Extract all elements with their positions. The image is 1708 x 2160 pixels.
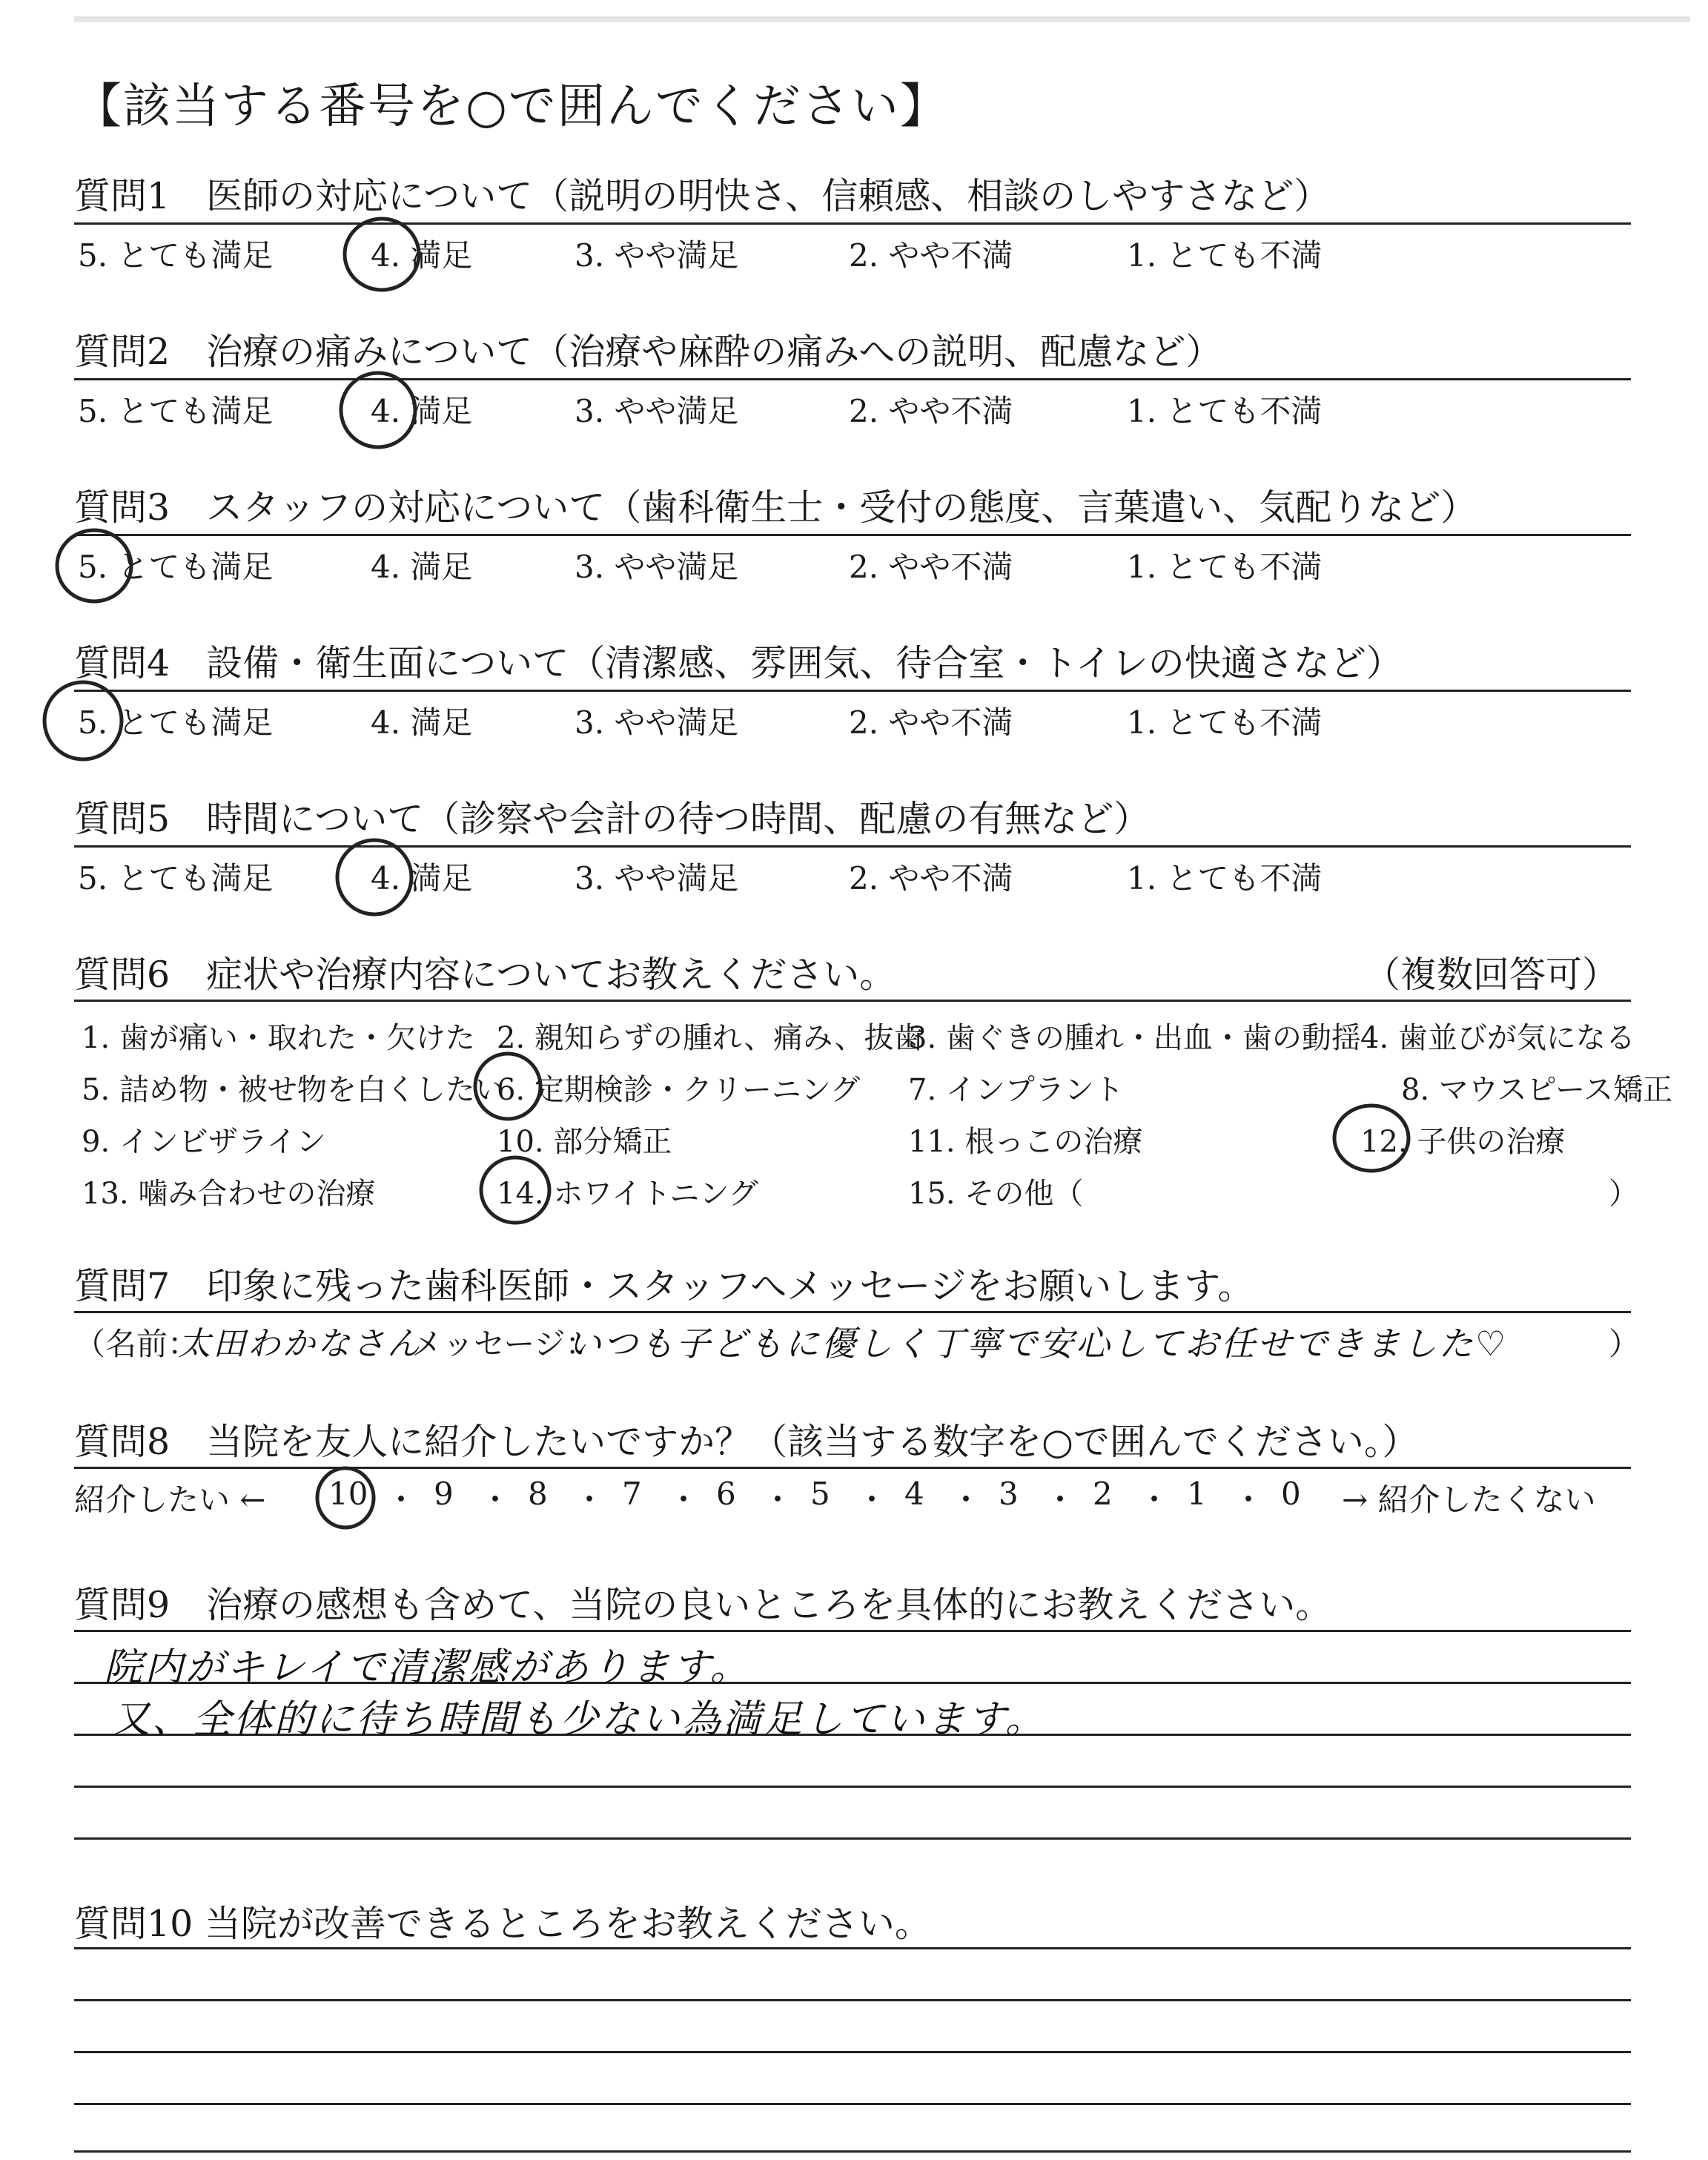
q2-option-3[interactable]: 3. やや満足 [575,393,739,429]
q4-rule [74,690,1631,692]
q9-label: 質問9 治療の感想も含めて、当院の良いところを具体的にお教えください。 [74,1584,1332,1626]
q2-option-4[interactable]: 4. 満足 [371,393,473,429]
q9-answer-line-1[interactable]: 院内がキレイで清潔感があります。 [104,1645,751,1690]
q8-scale-8[interactable]: 8 [528,1476,548,1512]
q8-right-label: → 紹介したくない [1342,1482,1596,1518]
q4-label: 質問4 設備・衛生面について（清潔感、雰囲気、待合室・トイレの快適さなど） [74,642,1403,684]
q2-option-5[interactable]: 5. とても満足 [78,393,274,429]
q8-scale-5[interactable]: 5 [810,1476,830,1512]
q6-item-1[interactable]: 1. 歯が痛い・取れた・欠けた [82,1021,475,1055]
q4-option-4[interactable]: 4. 満足 [371,704,473,741]
q1-label: 質問1 医師の対応について（説明の明快さ、信頼感、相談のしやすさなど） [74,175,1331,217]
q8-scale-4[interactable]: 4 [904,1476,924,1512]
q5-label: 質問5 時間について（診察や会計の待つ時間、配慮の有無など） [74,798,1151,840]
q3-option-4[interactable]: 4. 満足 [371,549,473,585]
q8-dot: ・ [668,1482,700,1518]
q8-scale-3[interactable]: 3 [999,1476,1019,1512]
q6-item-3[interactable]: 3. 歯ぐきの腫れ・出血・歯の動揺 [908,1021,1361,1055]
q8-dot: ・ [574,1482,606,1518]
q10-rule-3 [74,2051,1631,2053]
q8-label: 質問8 当院を友人に紹介したいですか？（該当する数字を○で囲んでください。） [74,1421,1419,1463]
q6-item-4[interactable]: 4. 歯並びが気になる [1360,1021,1635,1055]
q8-dot: ・ [1139,1482,1171,1518]
q10-rule-4 [74,2103,1631,2105]
q1-option-3[interactable]: 3. やや満足 [575,237,739,274]
q5-option-2[interactable]: 2. やや不満 [849,860,1013,896]
q6-rule [74,1000,1631,1002]
q3-option-5[interactable]: 5. とても満足 [78,549,274,585]
q7-message-value[interactable]: いつも子どもに優しく丁寧で安心してお任せできました♡ [567,1324,1509,1364]
q6-item-12[interactable]: 12. 子供の治療 [1360,1125,1566,1159]
q7-label: 質問7 印象に残った歯科医師・スタッフへメッセージをお願いします。 [74,1265,1254,1307]
q4-option-5[interactable]: 5. とても満足 [78,704,274,741]
q7-rule [74,1311,1631,1313]
q7-close-paren: ） [1609,1326,1641,1362]
q6-item-9[interactable]: 9. インビザライン [82,1125,326,1159]
q6-note: （複数回答可） [1364,954,1619,996]
q8-rule [74,1467,1631,1469]
q4-option-2[interactable]: 2. やや不満 [849,704,1013,741]
q8-dot: ・ [1045,1482,1076,1518]
q8-dot: ・ [1233,1482,1265,1518]
q6-item-10[interactable]: 10. 部分矯正 [497,1125,672,1159]
q1-option-4[interactable]: 4. 満足 [371,237,473,274]
q9-rule-4 [74,1786,1631,1788]
q6-item-8[interactable]: 8. マウスピース矯正 [1401,1073,1673,1107]
q6-item-13[interactable]: 13. 噛み合わせの治療 [82,1177,376,1211]
q2-option-1[interactable]: 1. とても不満 [1127,393,1323,429]
q3-option-3[interactable]: 3. やや満足 [575,549,739,585]
q1-rule [74,222,1631,225]
q7-name-label: （名前： [74,1326,199,1362]
q6-item-7[interactable]: 7. インプラント [908,1073,1124,1107]
q8-dot: ・ [385,1482,417,1518]
q6-item-6[interactable]: 6. 定期検診・クリーニング [497,1073,861,1107]
q1-option-1[interactable]: 1. とても不満 [1127,237,1323,274]
q8-dot: ・ [762,1482,794,1518]
q1-option-5[interactable]: 5. とても満足 [78,237,274,274]
q8-dot: ・ [950,1482,982,1518]
q6-label: 質問6 症状や治療内容についてお教えください。 [74,954,896,996]
q8-dot: ・ [480,1482,512,1518]
q8-scale-6[interactable]: 6 [716,1476,736,1512]
q5-rule [74,845,1631,848]
q10-rule-5 [74,2150,1631,2153]
q1-option-2[interactable]: 2. やや不満 [849,237,1013,274]
q8-scale-1[interactable]: 1 [1187,1476,1207,1512]
q9-answer-line-2[interactable]: 又、全体的に待ち時間も少ない為満足しています。 [111,1697,1046,1742]
q7-name-value[interactable]: 太田わかなさん [178,1325,422,1363]
q3-label: 質問3 スタッフの対応について（歯科衛生士・受付の態度、言葉遣い、気配りなど） [74,486,1477,529]
q2-option-2[interactable]: 2. やや不満 [849,393,1013,429]
q5-option-1[interactable]: 1. とても不満 [1127,860,1323,896]
q10-label: 質問10 当院が改善できるところをお教えください。 [74,1903,931,1945]
q2-label: 質問2 治療の痛みについて（治療や麻酔の痛みへの説明、配慮など） [74,331,1222,373]
q5-option-3[interactable]: 3. やや満足 [575,860,739,896]
q5-option-5[interactable]: 5. とても満足 [78,860,274,896]
form-title: 【該当する番号を○で囲んでください】 [74,79,949,134]
q6-item-2[interactable]: 2. 親知らずの腫れ、痛み、抜歯 [497,1021,924,1055]
q10-rule-1 [74,1947,1631,1949]
q7-message-label: メッセージ： [411,1326,597,1362]
q6-item-15[interactable]: 15. その他（ [908,1177,1084,1211]
q8-scale-7[interactable]: 7 [622,1476,642,1512]
q3-option-1[interactable]: 1. とても不満 [1127,549,1323,585]
scan-edge-line [74,16,1690,22]
q8-scale-0[interactable]: 0 [1281,1476,1301,1512]
q5-option-4[interactable]: 4. 満足 [371,860,473,896]
q8-scale-10[interactable]: 10 [328,1476,368,1512]
q8-dot: ・ [856,1482,888,1518]
q3-rule [74,534,1631,536]
q4-option-1[interactable]: 1. とても不満 [1127,704,1323,741]
q8-scale-2[interactable]: 2 [1093,1476,1113,1512]
q9-rule-1 [74,1630,1631,1632]
q6-item-15-close: ） [1609,1177,1638,1211]
q3-option-2[interactable]: 2. やや不満 [849,549,1013,585]
q4-option-3[interactable]: 3. やや満足 [575,704,739,741]
q9-rule-5 [74,1837,1631,1840]
q8-scale-9[interactable]: 9 [434,1476,454,1512]
q6-item-5[interactable]: 5. 詰め物・被せ物を白くしたい [82,1073,505,1107]
q6-item-14[interactable]: 14. ホワイトニング [497,1177,758,1211]
q10-rule-2 [74,1999,1631,2001]
q8-left-label: 紹介したい ← [74,1482,266,1518]
q6-item-11[interactable]: 11. 根っこの治療 [908,1125,1143,1159]
q2-rule [74,378,1631,380]
